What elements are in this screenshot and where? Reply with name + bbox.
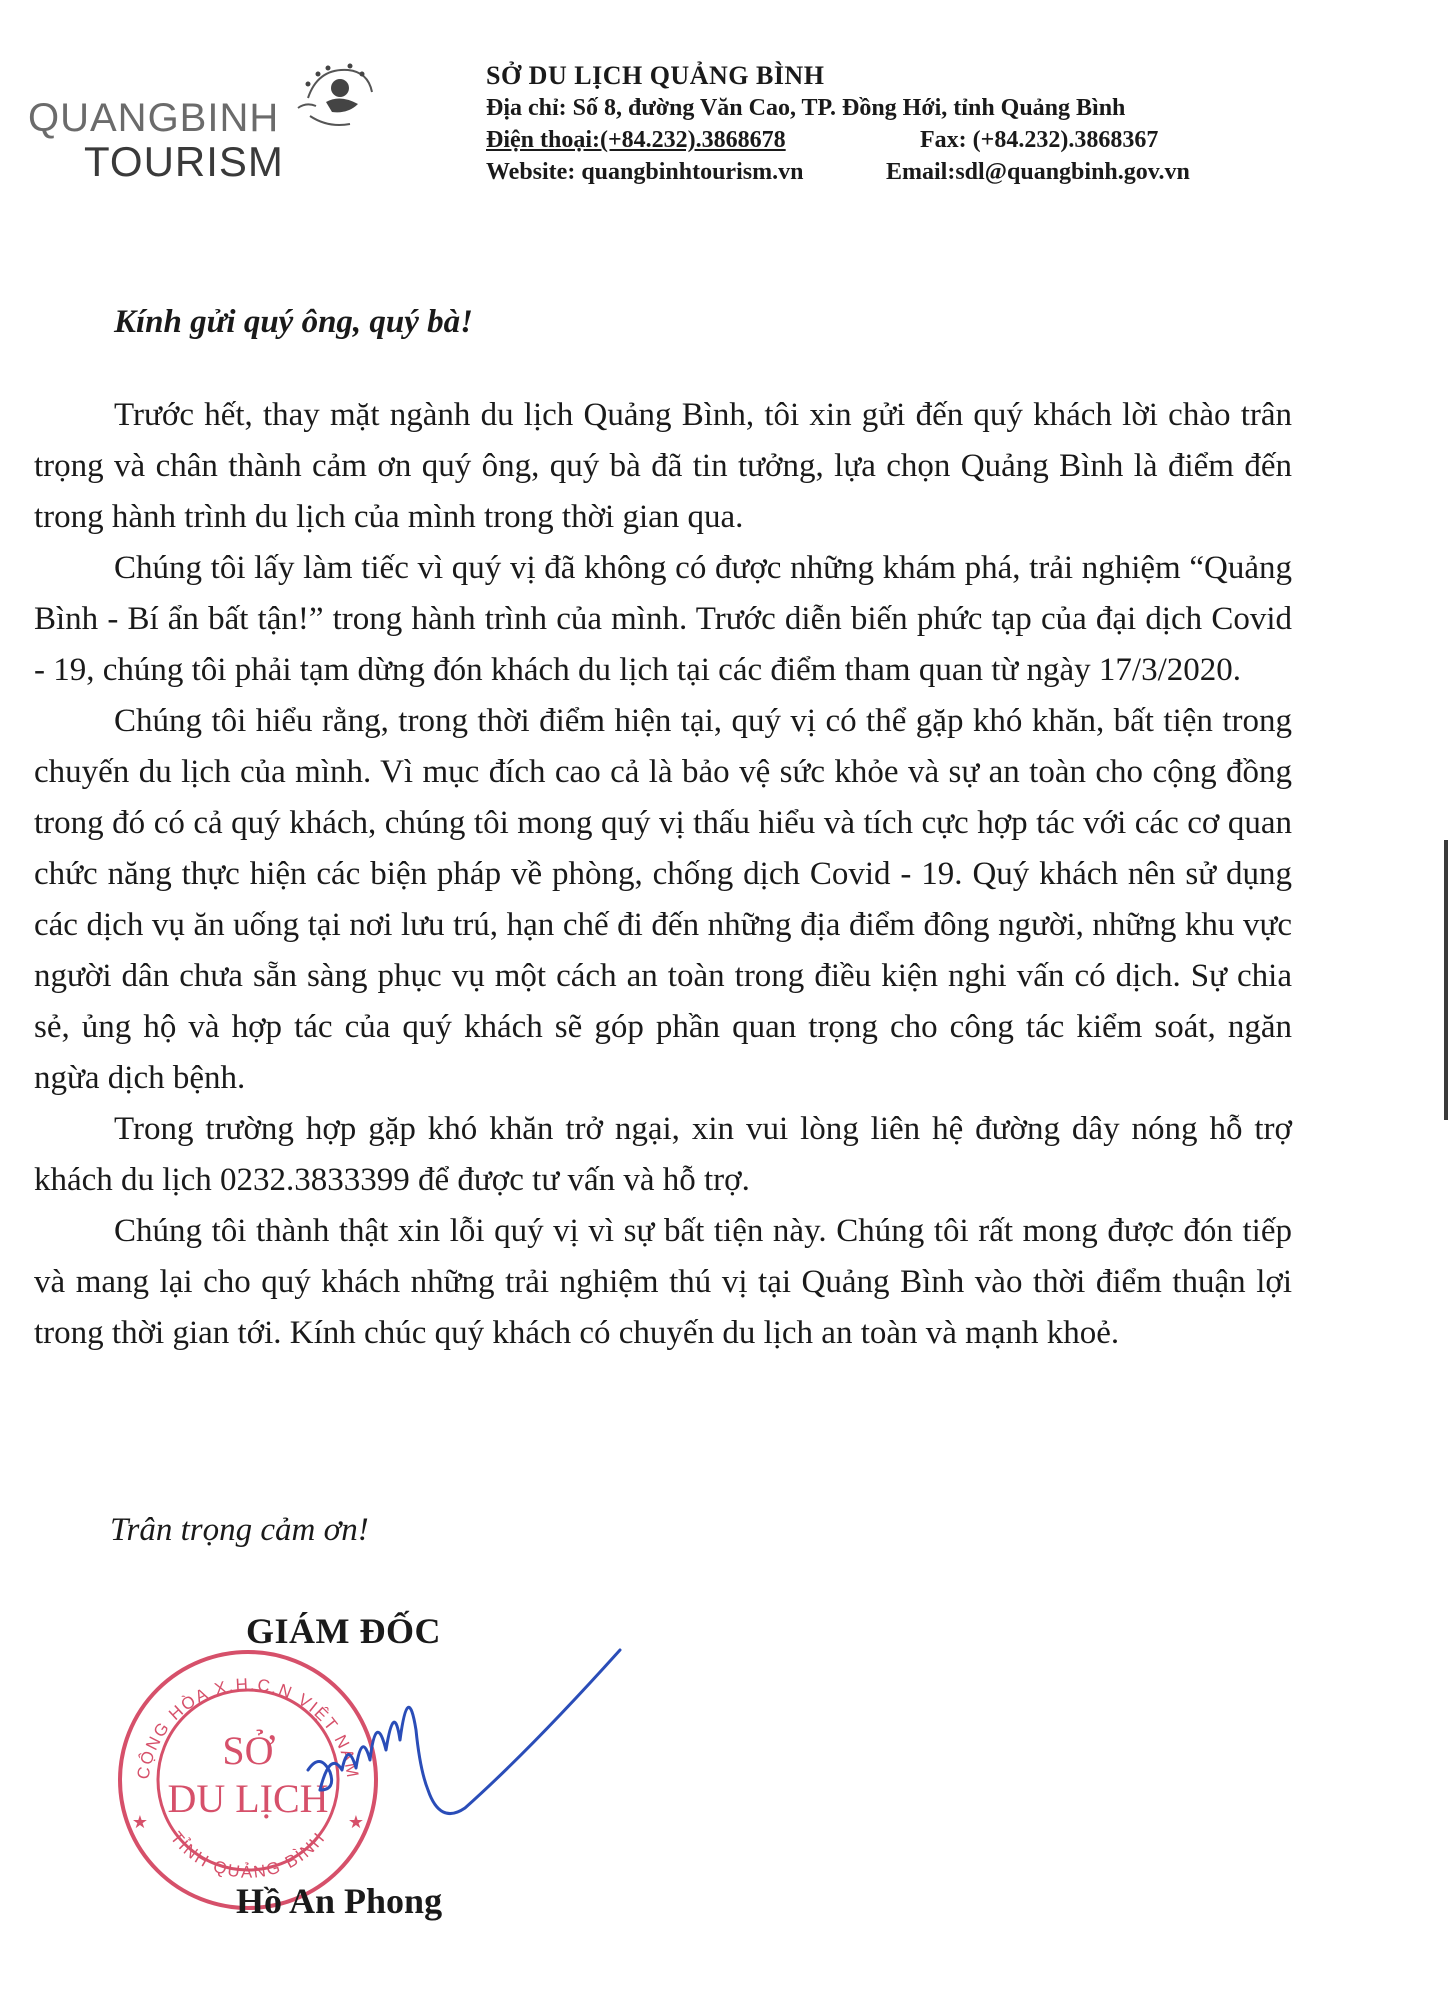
agency-phone: Điện thoại:(+84.232).3868678 bbox=[486, 127, 786, 153]
agency-phone-fax-row bbox=[486, 124, 1190, 156]
letter-paragraph: Chúng tôi lấy làm tiếc vì quý vị đã không có được những khám phá, trải nghiệm “Quảng Bình - Bí ẩn bất tận!” trong hành trình của mình. Trước diễn biến phức tạp của đại dịch Covid - 19, chúng tôi phải tạm dừng đón khách du lịch tại các điểm tham quan từ ngày 17/3/2020. bbox=[34, 550, 1292, 688]
handwritten-signature bbox=[290, 1640, 630, 1840]
agency-name: SỞ DU LỊCH QUẢNG BÌNH bbox=[486, 61, 825, 90]
logo-emblem-icon bbox=[288, 58, 378, 148]
logo-text-tourism: TOURISM bbox=[84, 138, 284, 185]
stamp-center-line2: DU LỊCH bbox=[167, 1776, 329, 1821]
letter-paragraph: Chúng tôi thành thật xin lỗi quý vị vì sự bất tiện này. Chúng tôi rất mong được đón tiếp và mang lại cho quý khách những trải nghiệm thú vị tại Quảng Bình vào thời điểm thuận lợi trong thời gian tới. Kính chúc quý khách có chuyến du lịch an toàn và mạnh khoẻ. bbox=[34, 1213, 1292, 1351]
signer-name: Hồ An Phong bbox=[236, 1881, 443, 1921]
agency-web-email-row bbox=[486, 156, 1190, 188]
stamp-center-line1: SỞ bbox=[222, 1728, 274, 1773]
stamp-ring-text: CỘNG HÒA X.H.C.N VIỆT NAM bbox=[133, 1674, 363, 1781]
svg-text:★: ★ bbox=[347, 1812, 365, 1832]
letter-body bbox=[34, 390, 1292, 1359]
letter-paragraph: Chúng tôi hiểu rằng, trong thời điểm hiện tại, quý vị có thể gặp khó khăn, bất tiện trong chuyến du lịch của mình. Vì mục đích cao cả là bảo vệ sức khỏe và sự an toàn cho cộng đồng trong đó có cả quý khách, chúng tôi mong quý vị thấu hiểu và tích cực hợp tác với các cơ quan chức năng thực hiện các biện pháp về phòng, chống dịch Covid - 19. Quý khách nên sử dụng các dịch vụ ăn uống tại nơi lưu trú, hạn chế đi đến những địa điểm đông người, những khu vực người dân chưa sẵn sàng phục vụ một cách an toàn trong điều kiện nghi vấn có dịch. Sự chia sẻ, ủng hộ và hợp tác của quý khách sẽ góp phần quan trọng cho công tác kiểm soát, ngăn ngừa dịch bệnh. bbox=[34, 703, 1292, 1096]
logo-text-quangbinh: QUANGBINH bbox=[28, 96, 280, 140]
stamp-bottom-text: TỈNH QUẢNG BÌNH bbox=[166, 1828, 330, 1882]
letter-paragraph: Trong trường hợp gặp khó khăn trở ngại, xin vui lòng liên hệ đường dây nóng hỗ trợ khách du lịch 0232.3833399 để được tư vấn và hỗ trợ. bbox=[34, 1111, 1292, 1198]
agency-address: Địa chỉ: Số 8, đường Văn Cao, TP. Đồng Hới, tỉnh Quảng Bình bbox=[486, 95, 1126, 121]
agency-email: Email:sdl@quangbinh.gov.vn bbox=[886, 159, 1190, 185]
agency-website: Website: quangbinhtourism.vn bbox=[486, 159, 804, 185]
signer-title: GIÁM ĐỐC bbox=[246, 1611, 441, 1651]
svg-text:★: ★ bbox=[131, 1812, 149, 1832]
letter-paragraph: Trước hết, thay mặt ngành du lịch Quảng Bình, tôi xin gửi đến quý khách lời chào trân trọng và chân thành cảm ơn quý ông, quý bà đã tin tưởng, lựa chọn Quảng Bình là điểm đến trong hành trình du lịch của mình trong thời gian qua. bbox=[34, 397, 1292, 535]
quangbinh-tourism-logo bbox=[28, 58, 368, 188]
agency-fax: Fax: (+84.232).3868367 bbox=[920, 127, 1159, 153]
agency-header bbox=[486, 60, 1190, 188]
letter-closing: Trân trọng cảm ơn! bbox=[110, 1512, 369, 1548]
page-edge-mark bbox=[1444, 840, 1448, 1120]
letter-salutation: Kính gửi quý ông, quý bà! bbox=[114, 304, 474, 340]
